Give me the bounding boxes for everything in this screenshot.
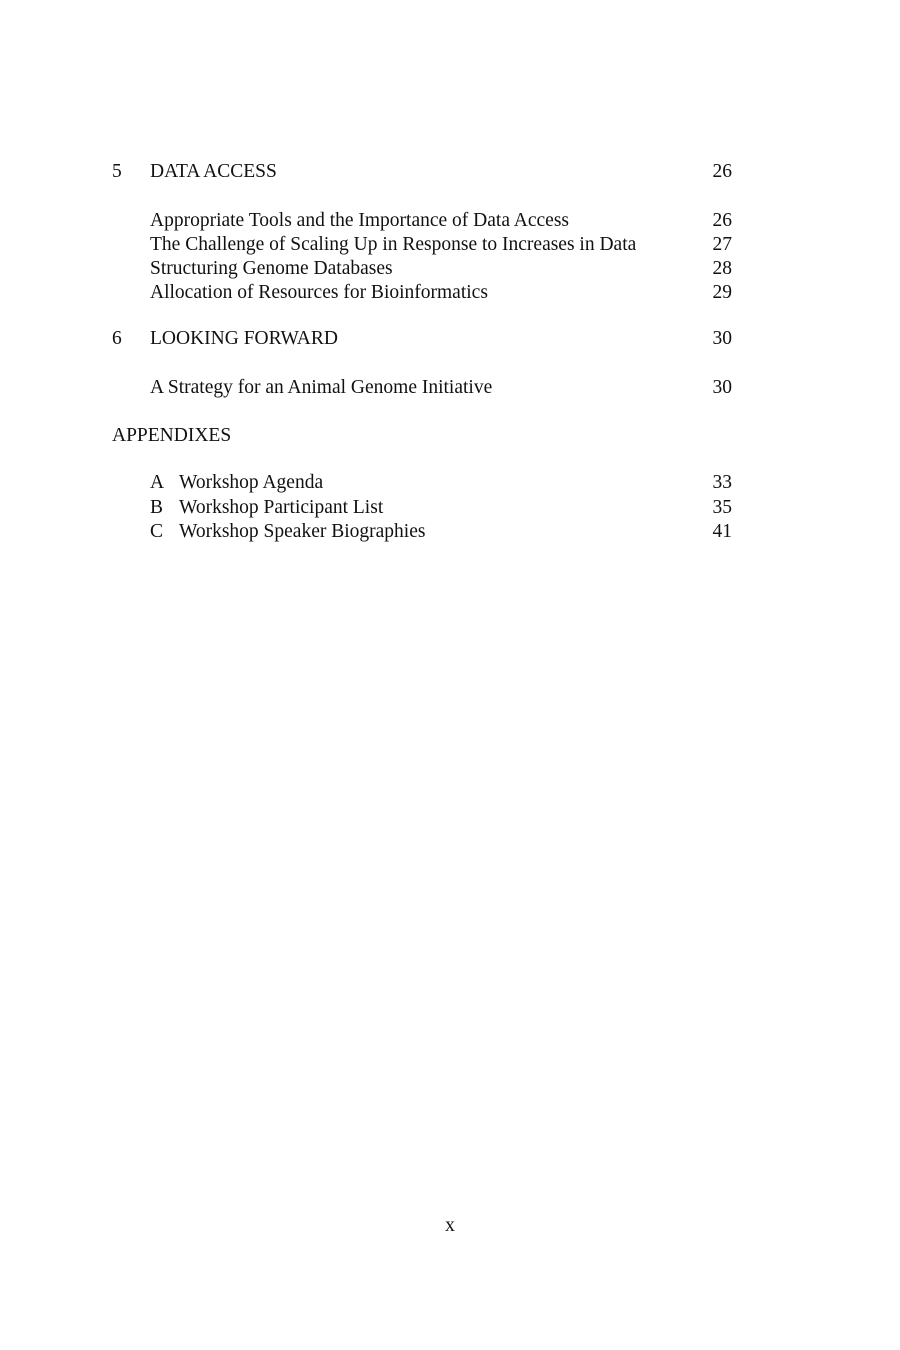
appendix-page: 35 bbox=[712, 497, 732, 518]
chapter-title: DATA ACCESS bbox=[150, 161, 277, 182]
toc-entry-page: 28 bbox=[712, 258, 732, 279]
appendixes-heading: APPENDIXES bbox=[112, 425, 232, 446]
toc-entry-title: Structuring Genome Databases bbox=[150, 258, 393, 279]
appendix-letter: C bbox=[150, 521, 164, 542]
appendix-page: 33 bbox=[712, 472, 732, 493]
appendix-page: 41 bbox=[712, 521, 732, 542]
appendix-letter: A bbox=[150, 472, 165, 493]
chapter-number: 6 bbox=[112, 328, 122, 349]
toc-entry-title: The Challenge of Scaling Up in Response to Increases in Data bbox=[150, 234, 637, 255]
toc-entry-title: Allocation of Resources for Bioinformatics bbox=[150, 282, 488, 303]
toc-entry-page: 27 bbox=[712, 234, 732, 255]
toc-entry-page: 29 bbox=[712, 282, 732, 303]
toc-entry-page: 30 bbox=[712, 377, 732, 398]
appendix-title: Workshop Speaker Biographies bbox=[179, 521, 426, 542]
chapter-number: 5 bbox=[112, 161, 122, 182]
toc-entry-page: 26 bbox=[712, 210, 732, 231]
page-folio: x bbox=[445, 1215, 455, 1236]
toc-entry-title: Appropriate Tools and the Importance of Data Access bbox=[150, 210, 570, 231]
appendix-title: Workshop Agenda bbox=[179, 472, 324, 493]
chapter-page-number: 26 bbox=[712, 161, 732, 182]
toc-entry-title: A Strategy for an Animal Genome Initiative bbox=[150, 377, 493, 398]
chapter-title: LOOKING FORWARD bbox=[150, 328, 338, 349]
appendix-title: Workshop Participant List bbox=[179, 497, 384, 518]
chapter-page-number: 30 bbox=[712, 328, 732, 349]
appendix-letter: B bbox=[150, 497, 164, 518]
